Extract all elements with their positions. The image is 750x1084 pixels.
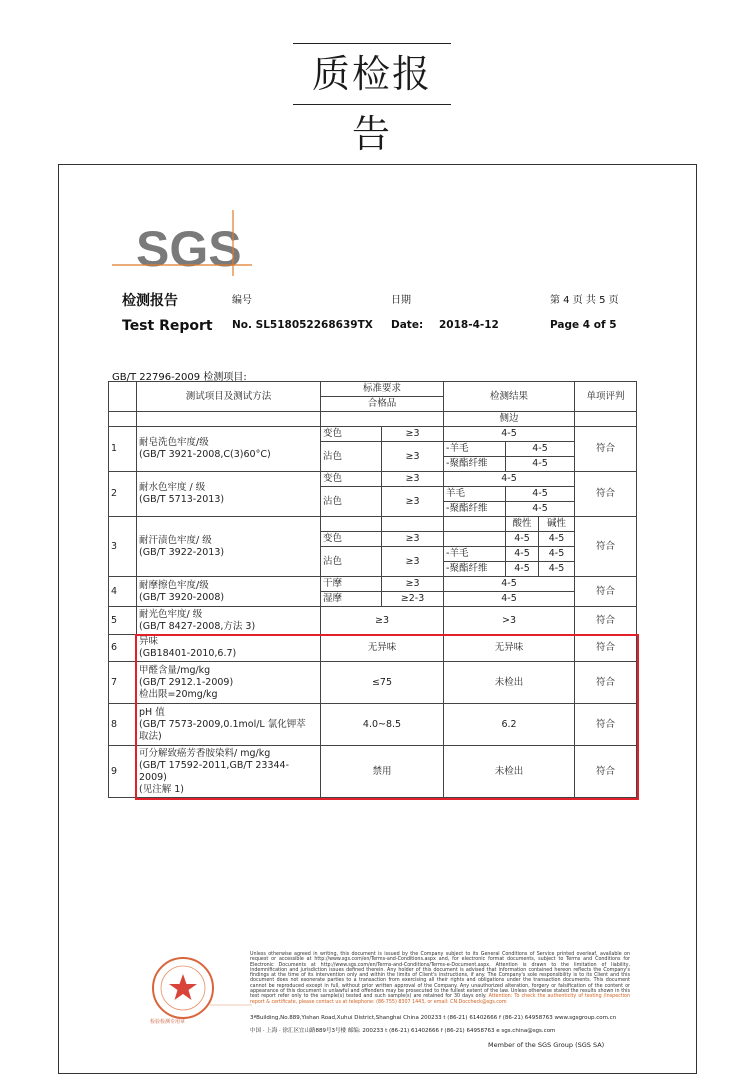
page-label-cn: 第 4 页 共 5 页 (550, 295, 619, 306)
member-line: Member of the SGS Group (SGS SA) (488, 1041, 605, 1049)
results-table: 测试项目及测试方法 标准要求 检测结果 单项评判 合格品 侧边 1 耐皂洗色牢度/级 (GB/T 3921-2008,C(3)60°C) 变色 ≥3 4-5 符合 沾色 ≥3 -羊毛 4-5 -聚酯纤维 4-5 2 耐水色牢度 / 级 (GB/T 5713-2013) 变色 ≥3 4-5 符合 沾色 ≥3 羊毛 4-5 -聚酯纤维 4-5 3 耐汗渍色牢度/ 级 (GB/T 3922-2013) 酸性 碱性 符合 变色 ≥3 4-5 4-5 沾色 ≥3 -羊毛 4-5 4-5 -聚酯纤维 4-5 4-5 4 耐摩擦色牢度/级 (GB/T 3920-2008) 干摩 ≥3 4-5 符合 湿摩 ≥2-3 4-5 5 耐光色牢度/ 级 (GB/T 8427-2008,方法 3) ≥3 >3 符合 6 异味 (GB18401-2010,6.7) 无异味 无异味 符合 7 甲醛含量/mg/kg (GB/T 2912.1-2009) 检出限=20mg/kg ≤75 未检出 符合 8 pH 值 (GB/T 7573-2009,0.1mol/L 氯化钾萃 取法) 4.0~8.5 6.2 符合 9 可分解致癌芳香胺染料/ mg/kg (GB/T 17592-2011,GB/T 23344- 2009) (见注解 1) 禁用 未检出 符合 (108, 381, 637, 798)
report-number: No. SL518052268639TX (232, 319, 373, 331)
table-row: 5 耐光色牢度/ 级 (GB/T 8427-2008,方法 3) ≥3 >3 符合 (109, 607, 637, 635)
date-value: 2018-4-12 (439, 319, 499, 331)
col-req-header: 标准要求 (321, 382, 444, 397)
page-label-en: Page 4 of 5 (550, 319, 617, 331)
number-label-cn: 编号 (232, 295, 252, 306)
table-row: 1 耐皂洗色牢度/级 (GB/T 3921-2008,C(3)60°C) 变色 ≥3 4-5 符合 (109, 427, 637, 442)
table-row: 6 异味 (GB18401-2010,6.7) 无异味 无异味 符合 (109, 635, 637, 662)
table-row: 2 耐水色牢度 / 级 (GB/T 5713-2013) 变色 ≥3 4-5 符合 (109, 472, 637, 487)
col-result-header: 检测结果 (444, 382, 575, 412)
col-item-header: 测试项目及测试方法 (137, 382, 321, 412)
table-row: 4 耐摩擦色牢度/级 (GB/T 3920-2008) 干摩 ≥3 4-5 符合 (109, 577, 637, 592)
side-subheader: 侧边 (444, 412, 575, 427)
footer-address-cn: 中国 · 上海 · 徐汇区宜山路889号3号楼 邮编: 200233 t (86-21) 61402666 f (86-21) 64958763 e sgs.china@sgs.com (250, 1028, 556, 1034)
page-title-frame (293, 43, 451, 156)
svg-text:SGS: SGS (136, 221, 242, 277)
inspection-seal (148, 950, 252, 1040)
page-title: 质检报告 (311, 52, 432, 156)
seal-caption: 检验检测专用章 (150, 1019, 186, 1025)
sgs-logo (112, 208, 252, 278)
date-label-cn: 日期 (391, 295, 411, 306)
date-label-en: Date: (391, 319, 424, 331)
table-row: 9 可分解致癌芳香胺染料/ mg/kg (GB/T 17592-2011,GB/T 23344- 2009) (见注解 1) 禁用 未检出 符合 (109, 746, 637, 798)
table-header-row (109, 382, 637, 397)
col-req-subheader: 合格品 (321, 397, 444, 412)
table-row: 8 pH 值 (GB/T 7573-2009,0.1mol/L 氯化钾萃 取法) 4.0~8.5 6.2 符合 (109, 704, 637, 746)
footer-disclaimer: Unless otherwise agreed in writing, this document is issued by the Company subject to its General Conditions of Service printed overleaf, available on request or accessible at http://www.sgs.com/en/Terms-and-Conditions.aspx and, for electronic format documents, subject to Terms and Conditions for Electronic Documents at http://www.sgs.com/en/Terms-and-Conditions/Terms-e-Document.aspx. Attention is drawn to the limitation of liability, indemnification and jurisdiction issues defined therein. Any holder of this document is advised that information contained hereon reflects the Company's findings at the time of its intervention only and within the limits of Client's instructions, if any. The Company's sole responsibility is to its Client and this document does not exonerate parties to a transaction from exercising all their rights and obligations under the transaction documents. This document cannot be reproduced except in full, without prior written approval of the Company. Any unauthorized alteration, forgery or falsification of the content or appearance of this document is unlawful and offenders may be prosecuted to the fullest extent of the law. Unless otherwise stated the results shown in this test report refer only to the sample(s) tested and such sample(s) are retained for 30 days only. Attention: To check the authenticity of testing /inspection report & certificate, please contact us at telephone: (86-755) 8307 1443, or email: CN.Doccheck@sgs.com (250, 952, 630, 1005)
standard-line: GB/T 22796-2009 检测项目: (112, 372, 247, 383)
report-title-en: Test Report (122, 318, 213, 334)
table-row: 7 甲醛含量/mg/kg (GB/T 2912.1-2009) 检出限=20mg/kg ≤75 未检出 符合 (109, 662, 637, 704)
report-title-cn: 检测报告 (122, 293, 178, 309)
table-row: 3 耐汗渍色牢度/ 级 (GB/T 3922-2013) 酸性 碱性 符合 (109, 517, 637, 532)
footer-address-en: 3ªBuilding,No.889,Yishan Road,Xuhui District,Shanghai China 200233 t (86-21) 61402666 f (86-21) 64958763 www.sgsgroup.com.cn (250, 1015, 617, 1021)
col-eval-header: 单项评判 (575, 382, 637, 412)
